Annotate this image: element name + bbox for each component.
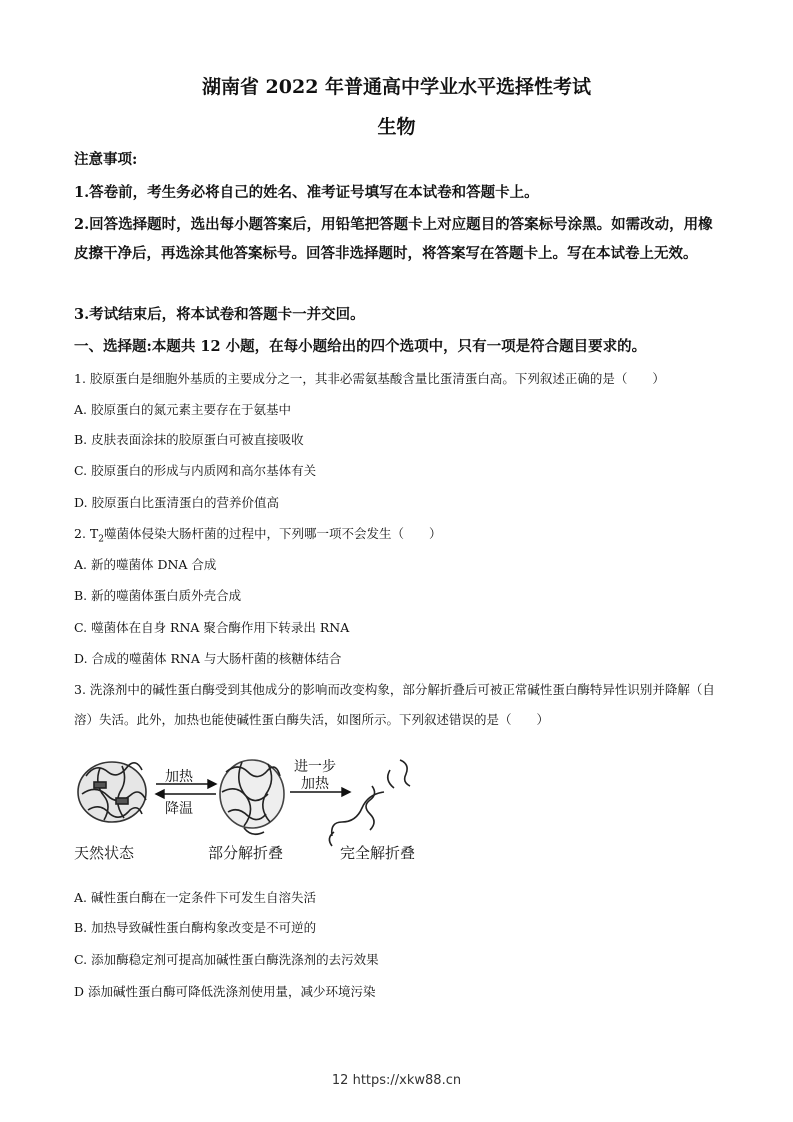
notice-item-3: 3.考试结束后，将本试卷和答题卡一并交回。: [74, 306, 365, 323]
fully-unfolded-protein-icon: [329, 760, 410, 846]
question-2-stem: [74, 524, 724, 550]
partially-unfolded-protein-icon: [220, 760, 284, 834]
arrow-label-heat-2: 加热: [301, 776, 329, 792]
question-3-option-b: B. 加热导致碱性蛋白酶构象改变是不可逆的: [74, 920, 317, 935]
question-1-stem: 1. 胶原蛋白是细胞外基质的主要成分之一，其非必需氨基酸含量比蛋清蛋白高。下列叙述正确的是（ ）: [74, 371, 665, 386]
question-2-option-a: A. 新的噬菌体 DNA 合成: [74, 557, 217, 572]
question-3-option-c: C. 添加酶稳定剂可提高加碱性蛋白酶洗涤剂的去污效果: [74, 952, 379, 967]
state-label-native: 天然状态: [74, 844, 135, 862]
native-state-protein-icon: [78, 762, 146, 822]
question-1-option-b: B. 皮肤表面涂抹的胶原蛋白可被直接吸收: [74, 432, 304, 447]
state-label-full: 完全解折叠: [340, 844, 416, 862]
question-1-option-a: A. 胶原蛋白的氮元素主要存在于氨基中: [74, 402, 291, 417]
exam-title: 湖南省 2022 年普通高中学业水平选择性考试: [201, 76, 592, 98]
question-3-option-a: A. 碱性蛋白酶在一定条件下可发生自溶失活: [74, 890, 316, 905]
question-1-option-d: D. 胶原蛋白比蛋清蛋白的营养价值高: [74, 495, 280, 510]
question-2-option-b: B. 新的噬菌体蛋白质外壳合成: [74, 588, 242, 603]
section-heading: 一、选择题:本题共 12 小题，在每小题给出的四个选项中，只有一项是符合题目要求的。: [74, 338, 647, 355]
question-2-stem-prefix: 2. T: [74, 526, 99, 541]
question-3-stem: 3. 洗涤剂中的碱性蛋白酶受到其他成分的影响而改变构象，部分解折叠后可被正常碱性蛋白酶特异性识别并降解（自溶）失活。此外，加热也能使碱性蛋白酶失活，如图所示。下列叙述错误的是（ ）: [74, 682, 715, 727]
enzyme-unfolding-figure: [72, 746, 432, 870]
question-2-option-c: C. 噬菌体在自身 RNA 聚合酶作用下转录出 RNA: [74, 620, 350, 635]
question-2-option-d: D. 合成的噬菌体 RNA 与大肠杆菌的核糖体结合: [74, 651, 342, 666]
question-3-option-d: D 添加碱性蛋白酶可降低洗涤剂使用量，减少环境污染: [74, 984, 376, 999]
notice-item-2: 2.回答选择题时，选出每小题答案后，用铅笔把答题卡上对应题目的答案标号涂黑。如需改动，用橡皮擦干净后，再选涂其他答案标号。回答非选择题时，将答案写在答题卡上。写在本试卷上无效。: [74, 216, 713, 262]
arrow-label-cool: 降温: [165, 801, 193, 817]
arrow-label-further: 进一步: [294, 759, 336, 775]
subject-title: 生物: [377, 116, 416, 138]
question-1-option-c: C. 胶原蛋白的形成与内质网和高尔基体有关: [74, 463, 317, 478]
page-footer: 12 https://xkw88.cn: [331, 1073, 462, 1088]
notice-heading: 注意事项:: [74, 151, 138, 168]
notice-item-1: 1.答卷前，考生务必将自己的姓名、准考证号填写在本试卷和答题卡上。: [74, 184, 539, 201]
question-2-stem-suffix: 噬菌体侵染大肠杆菌的过程中，下列哪一项不会发生（ ）: [103, 526, 442, 541]
state-label-partial: 部分解折叠: [208, 844, 284, 862]
arrow-label-heat: 加热: [165, 769, 193, 785]
question-2-stem-subscript: 2: [98, 534, 104, 545]
